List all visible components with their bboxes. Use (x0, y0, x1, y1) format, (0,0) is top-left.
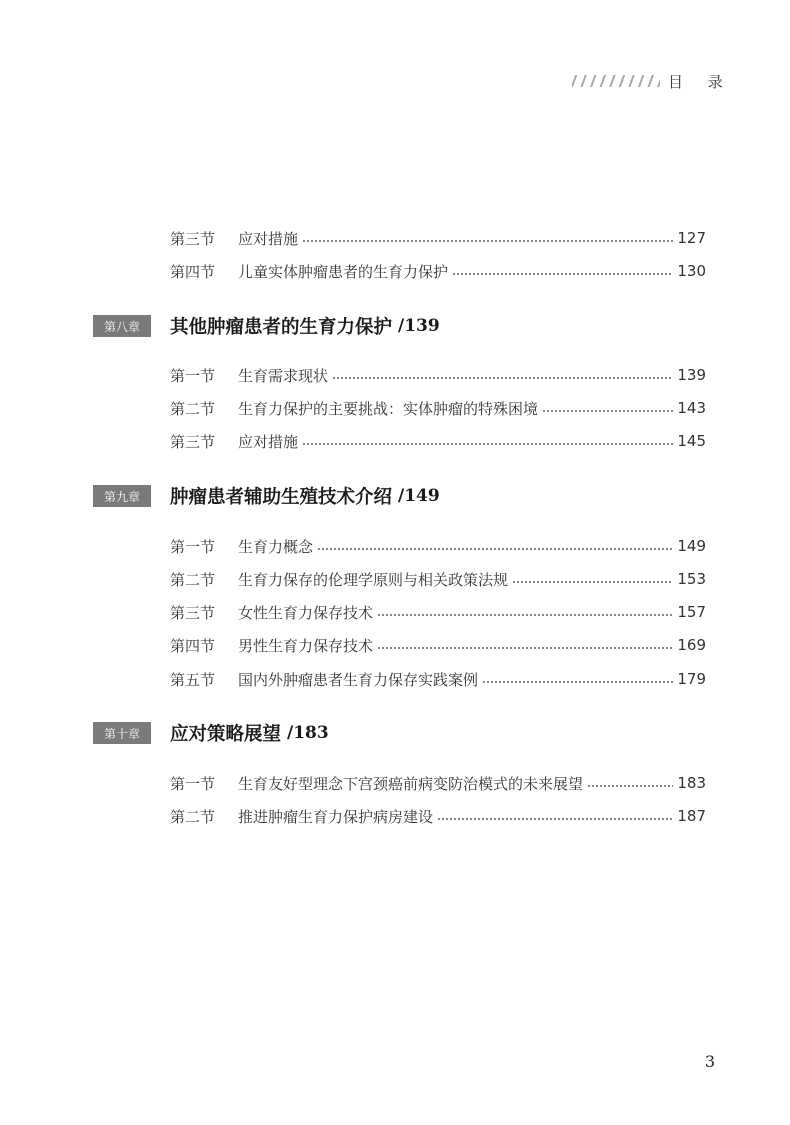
toc-entry[interactable] (170, 771, 706, 795)
dot-leader (587, 771, 673, 795)
dot-leader (377, 600, 673, 624)
dot-leader (317, 534, 673, 558)
chapter-page: /139 (398, 316, 440, 336)
section-number: 第三节 (170, 229, 216, 248)
toc-entry[interactable] (170, 667, 706, 691)
chapter-title: 应对策略展望 (170, 724, 282, 745)
toc-entry[interactable] (170, 633, 706, 657)
dot-leader (542, 396, 673, 420)
section-page: 179 (677, 670, 706, 688)
page-number: 3 (704, 1052, 715, 1071)
section-number: 第二节 (170, 570, 216, 589)
section-page: 157 (677, 603, 706, 621)
section-number: 第二节 (170, 399, 216, 418)
dot-leader (482, 667, 673, 691)
section-number: 第二节 (170, 807, 216, 826)
toc-entry[interactable] (170, 226, 706, 250)
section-title: 女性生育力保存技术 (238, 603, 374, 622)
section-title: 男性生育力保存技术 (238, 636, 374, 655)
section-title: 应对措施 (238, 432, 299, 451)
chapter-page: /149 (398, 486, 440, 506)
section-number: 第三节 (170, 432, 216, 451)
chapter-badge: 第九章 (93, 485, 151, 507)
dot-leader (452, 259, 673, 283)
chapter-title: 其他肿瘤患者的生育力保护 (170, 317, 393, 338)
chapter-heading[interactable] (93, 482, 713, 510)
toc-entry[interactable] (170, 534, 706, 558)
toc-entry[interactable] (170, 600, 706, 624)
section-number: 第一节 (170, 537, 216, 556)
header-title: 目 录 (668, 72, 733, 91)
toc-entry[interactable] (170, 259, 706, 283)
section-page: 149 (677, 537, 706, 555)
section-page: 130 (677, 262, 706, 280)
section-title: 生育力保护的主要挑战：实体肿瘤的特殊困境 (238, 399, 539, 418)
section-title: 生育力概念 (238, 537, 314, 556)
dot-leader (437, 804, 673, 828)
toc-entry[interactable] (170, 363, 706, 387)
section-page: 139 (677, 366, 706, 384)
running-header (572, 70, 733, 92)
section-page: 183 (677, 774, 706, 792)
section-page: 145 (677, 432, 706, 450)
toc-entry[interactable] (170, 429, 706, 453)
section-title: 生育友好型理念下宫颈癌前病变防治模式的未来展望 (238, 774, 584, 793)
section-number: 第四节 (170, 262, 216, 281)
dot-leader (302, 226, 673, 250)
chapter-page: /183 (287, 723, 329, 743)
section-title: 推进肿瘤生育力保护病房建设 (238, 807, 434, 826)
section-title: 国内外肿瘤患者生育力保存实践案例 (238, 670, 479, 689)
toc-entry[interactable] (170, 804, 706, 828)
section-page: 153 (677, 570, 706, 588)
chapter-heading[interactable] (93, 719, 713, 747)
chapter-badge: 第八章 (93, 315, 151, 337)
toc-entry[interactable] (170, 567, 706, 591)
section-title: 应对措施 (238, 229, 299, 248)
dot-leader (512, 567, 673, 591)
dot-leader (377, 633, 673, 657)
section-title: 生育力保存的伦理学原则与相关政策法规 (238, 570, 509, 589)
section-page: 127 (677, 229, 706, 247)
section-title: 生育需求现状 (238, 366, 329, 385)
section-number: 第五节 (170, 670, 216, 689)
dot-leader (302, 429, 673, 453)
section-page: 169 (677, 636, 706, 654)
section-page: 143 (677, 399, 706, 417)
section-page: 187 (677, 807, 706, 825)
section-number: 第四节 (170, 636, 216, 655)
hatch-decoration (572, 75, 660, 87)
chapter-title: 肿瘤患者辅助生殖技术介绍 (170, 487, 393, 508)
section-number: 第一节 (170, 366, 216, 385)
section-number: 第一节 (170, 774, 216, 793)
section-title: 儿童实体肿瘤患者的生育力保护 (238, 262, 449, 281)
chapter-badge: 第十章 (93, 722, 151, 744)
dot-leader (332, 363, 673, 387)
section-number: 第三节 (170, 603, 216, 622)
chapter-heading[interactable] (93, 312, 713, 340)
toc-entry[interactable] (170, 396, 706, 420)
